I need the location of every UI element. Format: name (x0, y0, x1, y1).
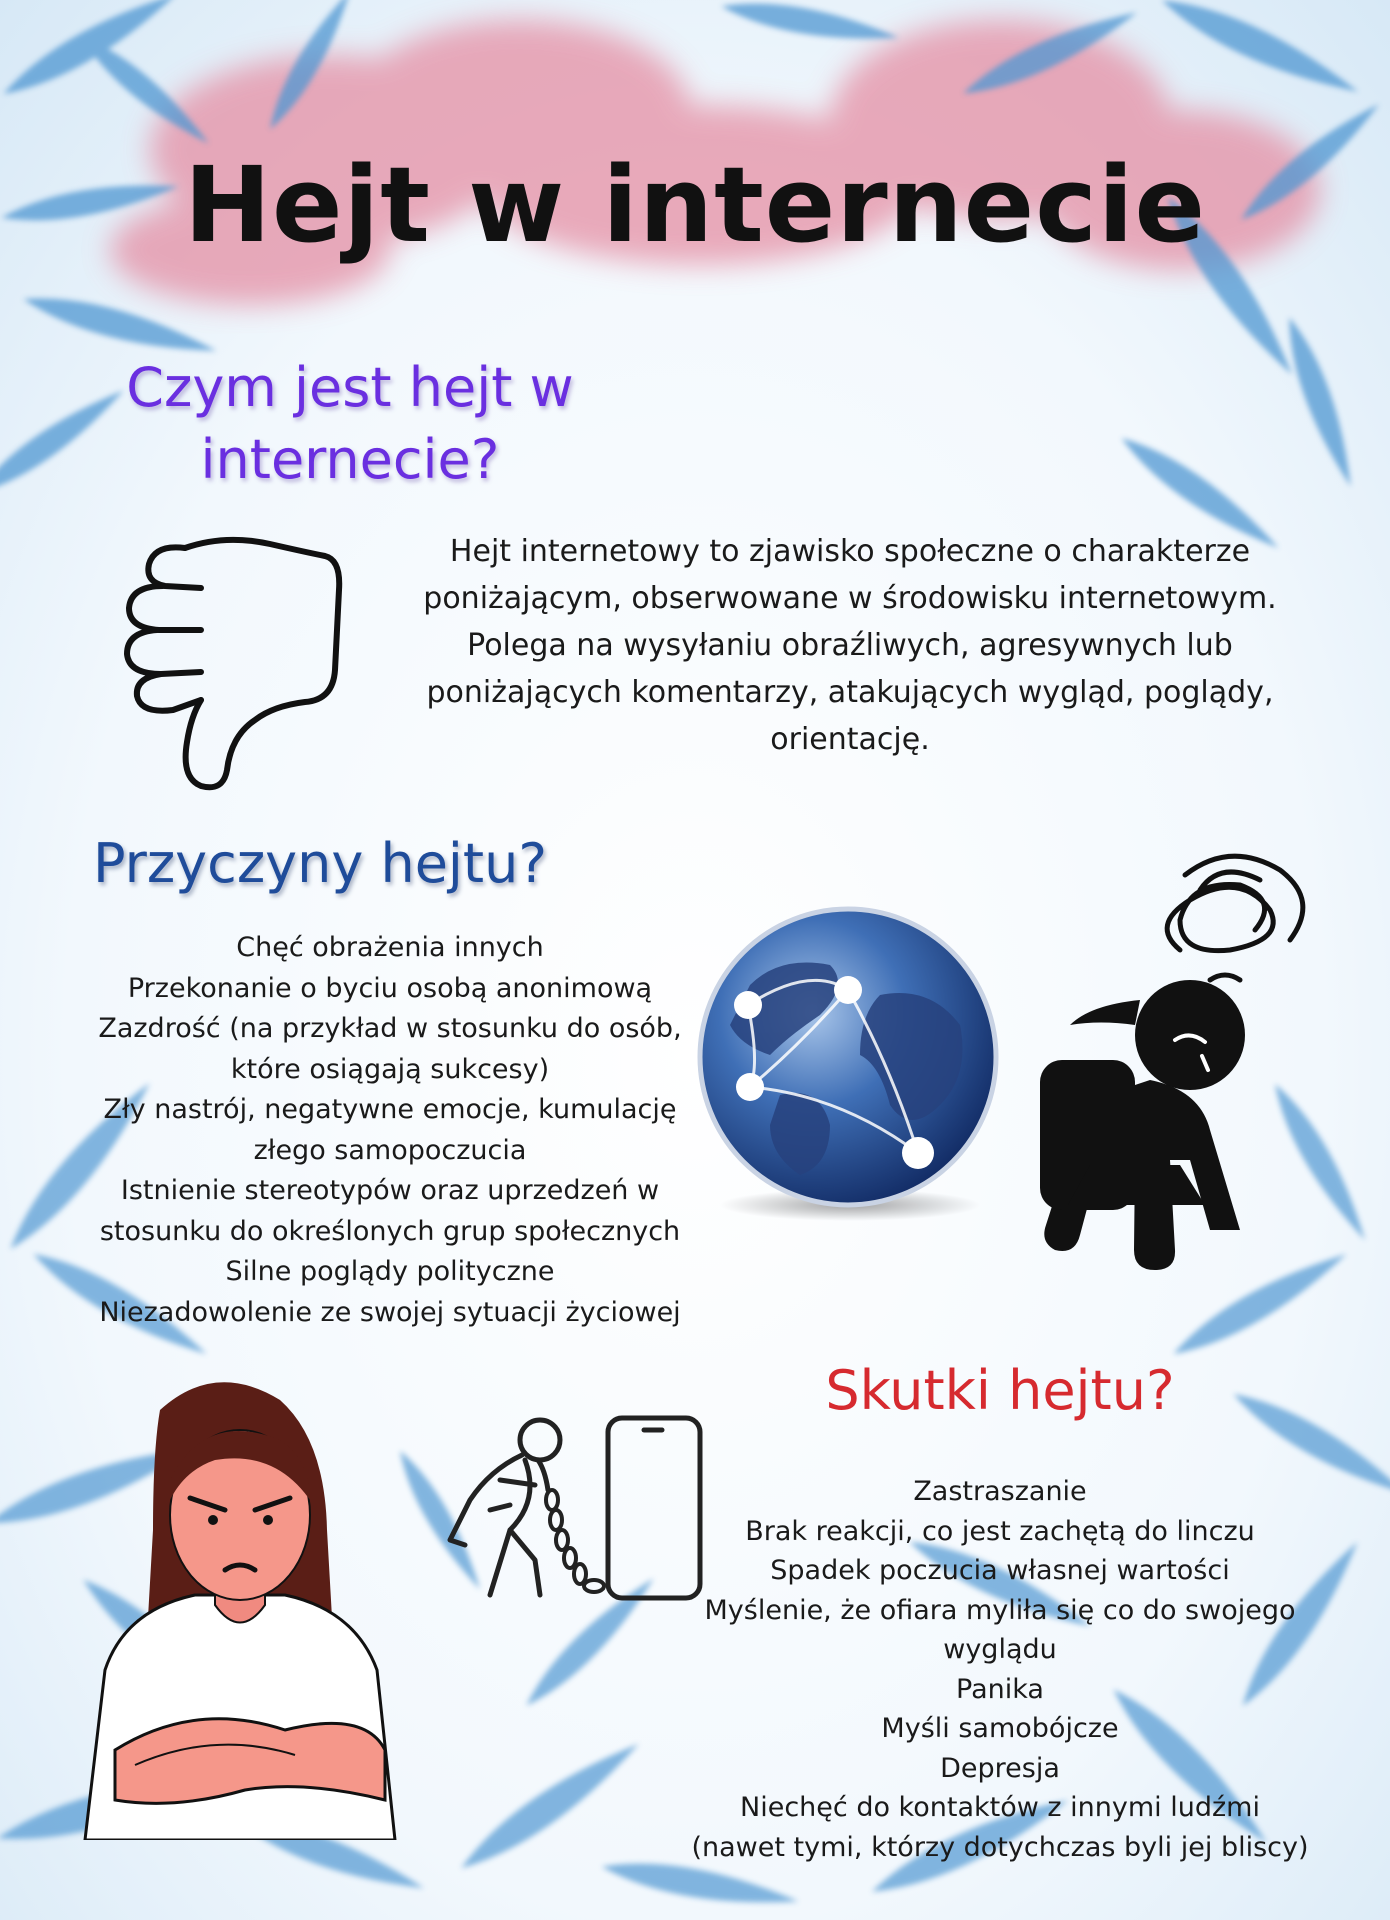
list-item: Spadek poczucia własnej wartości (770, 1555, 1230, 1586)
list-item: Istnienie stereotypów oraz uprzedzeń w stosunku do określonych grup społecznych (99, 1175, 681, 1247)
list-item: Silne poglądy polityczne (225, 1256, 555, 1287)
thumbs-down-icon (105, 530, 345, 800)
list-item: Niechęć do kontaktów z innymi ludźmi (nawet tymi, którzy dotychczas byli jej bliscy) (691, 1792, 1309, 1863)
list-item: Zły nastrój, negatywne emocje, kumulację złego samopoczucia (103, 1094, 677, 1166)
globe-network-icon (690, 905, 1010, 1225)
causes-list (80, 928, 700, 1333)
section-heading-effects: Skutki hejtu? (825, 1359, 1175, 1422)
list-item: Myślenie, że ofiara myliła się co do swojego wyglądu (704, 1594, 1296, 1665)
list-item: Niezadowolenie ze swojej sytuacji życiowej (99, 1296, 681, 1328)
list-item: Brak reakcji, co jest zachętą do linczu (745, 1515, 1255, 1547)
list-item: Panika (956, 1673, 1044, 1705)
angry-woman-icon (65, 1370, 415, 1840)
sad-girl-icon (1030, 830, 1340, 1300)
section-description-what: Hejt internetowy to zjawisko społeczne o charakterze poniżającym, obserwowane w środowisku internetowym. Polega na wysyłaniu obraźliwych, agresywnych lub poniżających komentarzy, atakujących wygląd, poglądy, orientację. (423, 534, 1277, 757)
list-item: Przekonanie o byciu osobą anonimową (127, 972, 653, 1004)
list-item: Myśli samobójcze (881, 1713, 1119, 1744)
page-title: Hejt w internecie (183, 144, 1207, 266)
effects-list (690, 1472, 1310, 1867)
section-heading-causes: Przyczyny hejtu? (93, 832, 547, 895)
list-item: Zastraszanie (913, 1476, 1087, 1507)
section-heading-what: Czym jest hejt w internecie? (126, 356, 574, 491)
list-item: Zazdrość (na przykład w stosunku do osób, które osiągają sukcesy) (98, 1013, 682, 1085)
list-item: Chęć obrażenia innych (236, 932, 544, 963)
phone-chain-icon (430, 1410, 710, 1610)
list-item: Depresja (940, 1752, 1060, 1784)
